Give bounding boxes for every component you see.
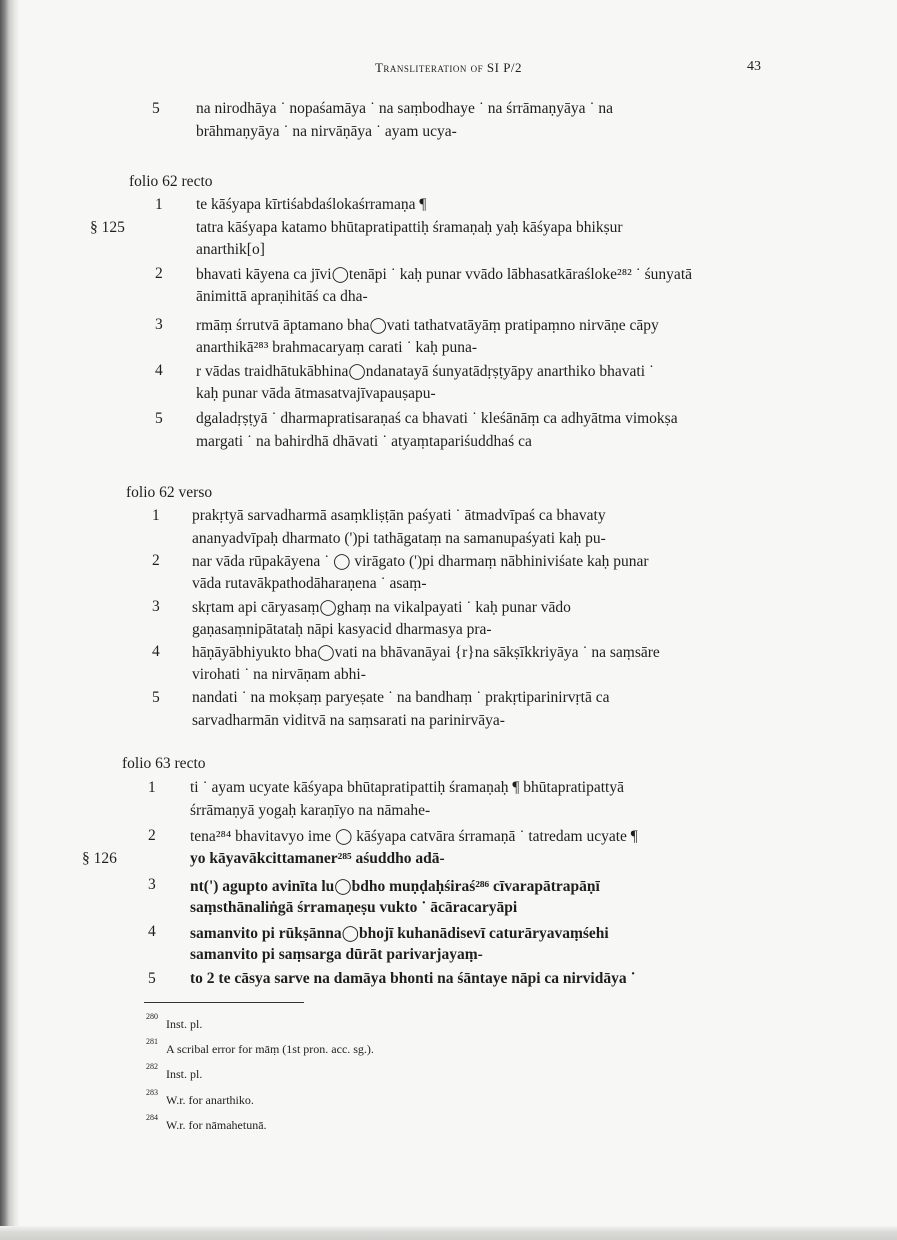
page-bottom-edge (0, 1226, 897, 1240)
text-line: yo kāyavākcittamaner²⁸⁵ aśuddho adā- (190, 850, 445, 867)
line-number: 5 (152, 689, 160, 706)
text-line: prakṛtyā sarvadharmā asaṃkliṣṭān paśyati ˙ ātmadvīpaś ca bhavaty (192, 507, 606, 524)
text-line: nar vāda rūpakāyena ˙ ◯ virāgato (')pi dharmaṃ nābhiniviśate kaḥ punar (192, 553, 649, 570)
text-line: r vādas traidhātukābhina◯ndanatayā śunyatādṛṣṭyāpy anarthiko bhavati ˙ (196, 363, 655, 380)
footnote-number: 284 (146, 1113, 158, 1122)
text-line: samanvito pi rūkṣānna◯bhojī kuhanādisevī caturāryavaṃśehi (190, 925, 609, 942)
text-line: vāda rutavākpathodāharaṇena ˙ asaṃ- (192, 575, 427, 592)
line-number: 5 (148, 970, 156, 987)
folio-heading: folio 63 recto (122, 755, 206, 772)
text-line: śrrāmaṇyā yogaḥ karaṇīyo na nāmahe- (190, 802, 431, 819)
footnote-text: W.r. for nāmahetunā. (166, 1118, 267, 1132)
text-line: anarthik[o] (196, 241, 265, 258)
text-line: samanvito pi saṃsarga dūrāt parivarjayaṃ- (190, 946, 483, 963)
line-number: 2 (148, 827, 156, 844)
line-number: 1 (148, 779, 156, 796)
footnote-text: Inst. pl. (166, 1067, 203, 1081)
text-line: to 2 te cāsya sarve na damāya bhonti na śāntaye nāpi ca nirvidāya ˙ (190, 970, 636, 987)
text-line: rmāṃ śrrutvā āptamano bha◯vati tathatvatāyāṃ pratipaṃno nirvāṇe cāpy (196, 317, 659, 334)
text-line: te kāśyapa kīrtiśabdaślokaśrramaṇa ¶ (196, 196, 427, 213)
line-number: 3 (155, 316, 163, 333)
text-line: skṛtam api cāryasaṃ◯ghaṃ na vikalpayati ˙ kaḥ punar vādo (192, 599, 571, 616)
folio-heading: folio 62 recto (129, 173, 213, 190)
text-line: dgaladṛṣṭyā ˙ dharmapratisaraṇaś ca bhavati ˙ kleśānāṃ ca adhyātma vimokṣa (196, 410, 678, 427)
line-number: 4 (152, 643, 160, 660)
text-line: sarvadharmān viditvā na saṃsarati na parinirvāya- (192, 712, 505, 729)
paragraph-mark: § 126 (82, 850, 117, 867)
line-number: 3 (152, 598, 160, 615)
text-line: margati ˙ na bahirdhā dhāvati ˙ atyaṃtapariśuddhaś ca (196, 433, 532, 450)
line-number: 3 (148, 876, 156, 893)
line-number: 5 (155, 410, 163, 427)
line-number: 4 (155, 362, 163, 379)
text-line: brāhmaṇyāya ˙ na nirvāṇāya ˙ ayam ucya- (196, 123, 457, 140)
line-number: 2 (155, 265, 163, 282)
footnote (146, 1113, 267, 1133)
footnote-number: 280 (146, 1012, 158, 1021)
footnote-rule (144, 1002, 304, 1003)
footnote (146, 1037, 374, 1057)
footnote-text: W.r. for anarthiko. (166, 1093, 254, 1107)
text-line: ananyadvīpaḥ dharmato (')pi tathāgataṃ na samanupaśyati kaḥ pu- (192, 530, 606, 547)
footnote (146, 1062, 203, 1082)
text-line: ānimittā apraṇihitāś ca dha- (196, 288, 368, 305)
footnote (146, 1012, 203, 1032)
text-line: hāṇāyābhiyukto bha◯vati na bhāvanāyai {r}na sākṣīkkriyāya ˙ na saṃsāre (192, 644, 660, 661)
footnote-number: 283 (146, 1088, 158, 1097)
footnote-text: A scribal error for māṃ (1st pron. acc. sg.). (166, 1042, 374, 1056)
folio-heading: folio 62 verso (126, 484, 213, 501)
footnote (146, 1088, 254, 1108)
text-line: kaḥ punar vāda ātmasatvajīvapauṣapu- (196, 385, 436, 402)
page-header (0, 60, 897, 80)
line-number: 1 (155, 196, 163, 213)
line-number: 1 (152, 507, 160, 524)
text-line: tatra kāśyapa katamo bhūtapratipattiḥ śramaṇaḥ yaḥ kāśyapa bhikṣur (196, 219, 623, 236)
page-number: 43 (747, 59, 761, 74)
footnote-text: Inst. pl. (166, 1017, 203, 1031)
line-number: 2 (152, 552, 160, 569)
paragraph-mark: § 125 (90, 219, 125, 236)
text-line: nandati ˙ na mokṣaṃ paryeṣate ˙ na bandhaṃ ˙ prakṛtiparinirvṛtā ca (192, 689, 610, 706)
running-title: Transliteration of SI P/2 (374, 60, 523, 75)
text-line: na nirodhāya ˙ nopaśamāya ˙ na saṃbodhaye ˙ na śrrāmaṇyāya ˙ na (196, 100, 614, 117)
line-number: 5 (152, 100, 160, 117)
text-line: ti ˙ ayam ucyate kāśyapa bhūtapratipattiḥ śramaṇaḥ ¶ bhūtapratipattyā (190, 779, 624, 796)
text-line: gaṇasaṃnipātataḥ nāpi kasyacid dharmasya pra- (192, 621, 492, 638)
text-line: bhavati kāyena ca jīvi◯tenāpi ˙ kaḥ punar vvādo lābhasatkāraśloke²⁸² ˙ śunyatā (196, 266, 692, 283)
text-line: nt(') agupto avinīta lu◯bdho muṇḍaḥśiraś²⁸⁶ cīvarapātrapāṇī (190, 878, 600, 895)
book-spine-shadow (0, 0, 20, 1240)
text-line: tena²⁸⁴ bhavitavyo ime ◯ kāśyapa catvāra śrramaṇā ˙ tatredam ucyate ¶ (190, 828, 638, 845)
text-line: virohati ˙ na nirvāṇam abhi- (192, 666, 366, 683)
footnote-number: 281 (146, 1037, 158, 1046)
text-line: anarthikā²⁸³ brahmacaryaṃ carati ˙ kaḥ puna- (196, 339, 478, 356)
footnote-number: 282 (146, 1062, 158, 1071)
text-line: saṃsthānaliṅgā śrramaṇeṣu vukto ˙ ācāracaryāpi (190, 899, 518, 916)
line-number: 4 (148, 923, 156, 940)
